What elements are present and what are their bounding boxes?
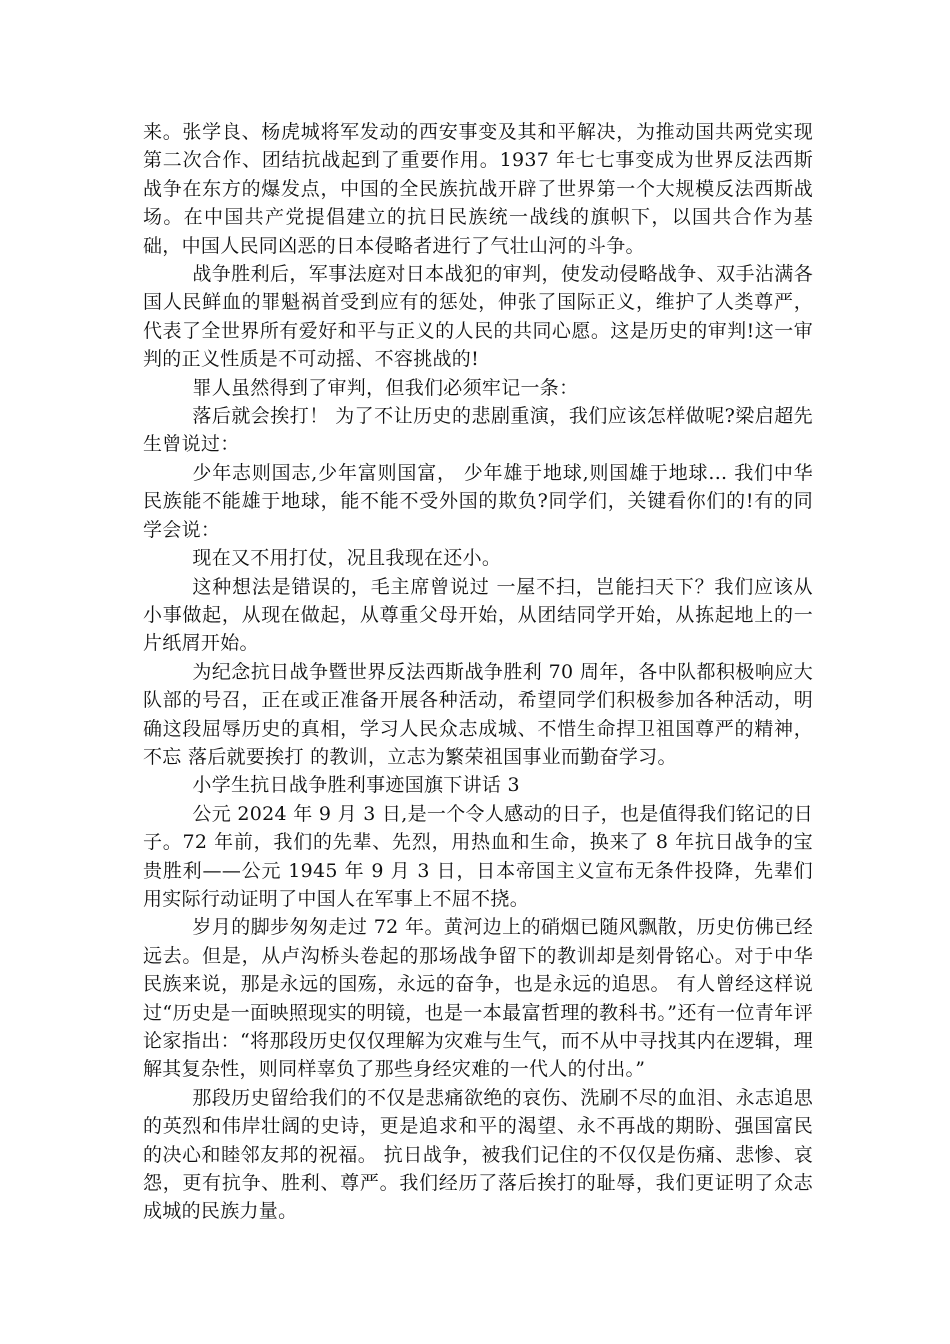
paragraph-war-trial: 战争胜利后，军事法庭对日本战犯的审判，使发动侵略战争、双手沾满各国人民鲜血的罪魁祸首受到应有的惩处，伸张了国际正义，维护了人类尊严，代表了全世界所有爱好和平与正义的人民的共同心愿。这是历史的审判!这一审判的正义性质是不可动摇、不容挑战的! [143,263,813,371]
section-heading: 小学生抗日战争胜利事迹国旗下讲话 3 [192,774,520,797]
paragraph-years-passed: 岁月的脚步匆匆走过 72 年。黄河边上的硝烟已随风飘散，历史仿佛已经远去。但是，从卢沟桥头卷起的那场战争留下的教训却是刻骨铭心。对于中华民族来说，那是永远的国殇，永远的奋争，也是永远的追思。 有人曾经这样说过“历史是一面映照现实的明镜，也是一本最富哲理的教科书。”还有一位青年评论家指出：“将那段历史仅仅理解为灾难与生气，而不从中寻找其内在逻辑，理解其复杂性，则同样辜负了那些身经灾难的一代人的付出。” [143,916,813,1081]
document-page [143,118,813,1226]
paragraph-commemoration: 为纪念抗日战争暨世界反法西斯战争胜利 70 周年，各中队都积极响应大队部的号召，正在或正准备开展各种活动，希望同学们积极参加各种活动，明确这段屈辱历史的真相，学习人民众志成城、不惜生命捍卫祖国尊严的精神，不忘 落后就要挨打 的教训，立志为繁荣祖国事业而勤奋学习。 [143,660,813,768]
paragraph-xian-incident: 来。张学良、杨虎城将军发动的西安事变及其和平解决，为推动国共两党实现第二次合作、团结抗战起到了重要作用。1937 年七七事变成为世界反法西斯战争在东方的爆发点，中国的全民族抗战开辟了世界第一个大规模反法西斯战场。在中国共产党提倡建立的抗日民族统一战线的旗帜下，以国共合作为基础，中国人民同凶恶的日本侵略者进行了气壮山河的斗争。 [143,121,813,257]
paragraph-backward-beaten: 落后就会挨打！ 为了不让历史的悲剧重演，我们应该怎样做呢?梁启超先生曾说过： [143,405,813,456]
paragraph-september-third: 公元 2024 年 9 月 3 日,是一个令人感动的日子，也是值得我们铭记的日子。72 年前，我们的先辈、先烈，用热血和生命，换来了 8 年抗日战争的宝贵胜利——公元 1945 年 9 月 3 日，日本帝国主义宣布无条件投降，先辈们用实际行动证明了中国人在军事上不屈不挠。 [143,802,813,910]
paragraph-liang-qichao-quote: 少年志则国志,少年富则国富， 少年雄于地球,则国雄于地球... 我们中华民族能不能雄于地球，能不能不受外国的欺负?同学们，关键看你们的!有的同学会说： [143,461,813,541]
paragraph-history-legacy: 那段历史留给我们的不仅是悲痛欲绝的哀伤、洗刷不尽的血泪、永志追思的英烈和伟岸壮阔的史诗，更是追求和平的渴望、永不再战的期盼、强国富民的决心和睦邻友邦的祝福。 抗日战争，被我们记住的不仅仅是伤痛、悲惨、哀怨，更有抗争、胜利、尊严。我们经历了落后挨打的耻辱，我们更证明了众志成城的民族力量。 [143,1086,813,1223]
paragraph-start-small: 这种想法是错误的，毛主席曾说过 一屋不扫，岂能扫天下？我们应该从小事做起，从现在做起，从尊重父母开始，从团结同学开始，从拣起地上的一片纸屑开始。 [143,575,813,655]
paragraph-student-says: 现在又不用打仗，况且我现在还小。 [192,547,502,570]
paragraph-remember: 罪人虽然得到了审判，但我们必须牢记一条： [192,376,579,399]
